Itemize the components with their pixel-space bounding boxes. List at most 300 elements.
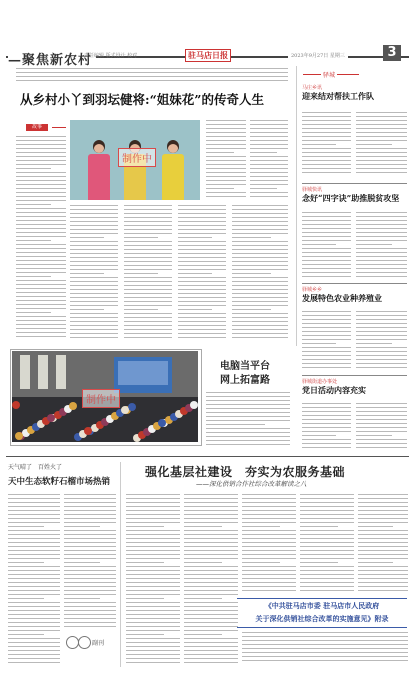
text-line <box>64 566 116 567</box>
text-line <box>356 367 407 368</box>
text-line <box>184 606 238 607</box>
text-line <box>8 494 60 495</box>
sidebar-item <box>302 375 407 396</box>
sidebar-kicker: 驿城街道办事处 <box>302 379 338 385</box>
text-line <box>206 124 246 125</box>
text-line <box>232 301 288 302</box>
text-line <box>184 658 238 659</box>
audience-member <box>15 432 23 440</box>
text-line <box>242 522 296 523</box>
text-line <box>232 229 288 230</box>
text-line <box>242 518 296 519</box>
text-line <box>242 562 280 563</box>
header-sub-info: 责任编辑 版式设计 校对 <box>84 53 138 59</box>
text-line <box>16 76 288 77</box>
text-line <box>356 240 407 241</box>
text-line <box>356 112 407 113</box>
text-line <box>206 172 246 173</box>
text-line <box>126 646 180 647</box>
text-line <box>300 554 354 555</box>
text-line <box>184 558 238 559</box>
text-line <box>356 260 407 261</box>
text-line <box>356 152 407 153</box>
text-line <box>126 494 180 495</box>
text-line <box>300 502 354 503</box>
lower-main-subtitle: ——深化供销合作社综合改革解读之八 <box>196 480 307 488</box>
text-line <box>206 444 290 445</box>
lead-column-4 <box>178 205 226 342</box>
text-line <box>356 244 392 245</box>
text-line <box>206 400 290 401</box>
text-line <box>16 224 66 225</box>
audience-member <box>84 427 92 435</box>
text-line <box>206 408 290 409</box>
text-line <box>184 506 238 507</box>
text-line <box>8 554 60 555</box>
text-line <box>356 339 407 340</box>
text-line <box>184 650 238 651</box>
text-line <box>178 209 226 210</box>
text-line <box>126 522 180 523</box>
text-line <box>242 648 408 649</box>
feature-photo <box>12 351 198 442</box>
text-line <box>70 285 118 286</box>
lower-main-headline: 强化基层社建设 夯实为农服务基础 <box>145 465 346 479</box>
text-line <box>124 309 158 310</box>
text-line <box>16 268 66 269</box>
text-line <box>8 574 60 575</box>
text-line <box>358 566 408 567</box>
text-line <box>206 396 290 397</box>
lower-left-column <box>8 494 60 666</box>
text-line <box>356 124 407 125</box>
text-line <box>16 236 66 237</box>
text-line <box>126 642 180 643</box>
text-line <box>358 590 408 591</box>
sidebar-headline: 发展特色农业种养殖业 <box>302 293 382 303</box>
text-line <box>356 323 407 324</box>
text-line <box>242 636 408 637</box>
text-line <box>206 156 246 157</box>
text-line <box>302 323 351 324</box>
text-line <box>16 184 66 185</box>
text-line <box>232 317 288 318</box>
text-line <box>8 538 60 539</box>
text-line <box>206 180 246 181</box>
page-number: 3 <box>383 45 401 61</box>
text-line <box>250 196 288 197</box>
text-line <box>206 152 234 153</box>
text-line <box>124 269 172 270</box>
text-line <box>302 132 351 133</box>
text-line <box>124 333 172 334</box>
text-line <box>358 526 393 527</box>
text-line <box>126 570 180 571</box>
text-line <box>16 164 66 165</box>
text-line <box>206 428 290 429</box>
text-line <box>302 319 351 320</box>
text-line <box>356 359 407 360</box>
text-line <box>302 260 351 261</box>
text-line <box>358 494 408 495</box>
photo-stamp: 制作中 <box>118 148 156 167</box>
text-line <box>178 269 226 270</box>
text-line <box>124 261 172 262</box>
text-line <box>302 407 351 408</box>
sidebar-rule <box>302 283 407 284</box>
text-line <box>302 447 351 448</box>
text-line <box>302 331 351 332</box>
text-line <box>358 522 408 523</box>
text-line <box>242 632 408 633</box>
text-line <box>302 431 351 432</box>
text-line <box>16 240 51 241</box>
text-line <box>356 272 407 273</box>
sidebar-body <box>302 212 351 280</box>
text-line <box>64 542 116 543</box>
text-line <box>64 606 116 607</box>
text-line <box>232 285 288 286</box>
text-line <box>126 578 180 579</box>
text-line <box>64 518 116 519</box>
text-line <box>358 506 408 507</box>
text-line <box>356 363 407 364</box>
text-line <box>232 325 288 326</box>
text-line <box>356 431 407 432</box>
text-line <box>302 152 351 153</box>
text-line <box>250 148 288 149</box>
text-line <box>124 281 172 282</box>
text-line <box>184 570 238 571</box>
text-line <box>356 407 407 408</box>
text-line <box>358 538 408 539</box>
lower-main-column <box>300 494 354 594</box>
text-line <box>356 343 392 344</box>
text-line <box>300 506 354 507</box>
text-line <box>358 586 408 587</box>
text-line <box>8 626 60 627</box>
text-line <box>356 403 407 404</box>
text-line <box>8 618 60 619</box>
text-line <box>124 217 172 218</box>
text-line <box>64 522 116 523</box>
text-line <box>356 140 407 141</box>
lower-left-headline: 天中生态软籽石榴市场热销 <box>8 477 111 487</box>
text-line <box>126 594 180 595</box>
sidebar-body <box>356 403 407 453</box>
text-line <box>300 574 354 575</box>
text-line <box>64 546 116 547</box>
sidebar-item <box>302 183 407 204</box>
text-line <box>126 574 180 575</box>
lower-main-column <box>126 494 180 666</box>
audience-member <box>12 401 20 409</box>
text-line <box>302 248 351 249</box>
text-line <box>126 614 180 615</box>
text-line <box>206 424 265 425</box>
text-line <box>178 293 226 294</box>
text-line <box>178 297 226 298</box>
text-line <box>70 337 118 338</box>
newspaper-logo: 驻马店日报 <box>185 49 231 62</box>
text-line <box>356 236 407 237</box>
text-line <box>356 443 407 444</box>
text-line <box>232 245 288 246</box>
text-line <box>300 570 354 571</box>
text-line <box>178 285 226 286</box>
text-line <box>206 436 290 437</box>
text-line <box>206 136 246 137</box>
text-line <box>302 136 351 137</box>
sidebar-kicker: 驿城乡乡 <box>302 287 323 293</box>
text-line <box>64 510 116 511</box>
text-line <box>70 273 104 274</box>
text-line <box>124 277 172 278</box>
text-line <box>124 213 172 214</box>
text-line <box>16 136 66 137</box>
text-line <box>8 622 60 623</box>
text-line <box>16 260 66 261</box>
text-line <box>16 172 66 173</box>
text-line <box>124 285 172 286</box>
text-line <box>356 252 407 253</box>
text-line <box>300 558 354 559</box>
text-line <box>8 598 44 599</box>
text-line <box>250 180 288 181</box>
sidebar-body <box>302 112 351 178</box>
text-line <box>302 240 351 241</box>
lead-headline: 从乡村小丫到羽坛健将:“姐妹花”的传奇人生 <box>20 92 264 107</box>
photo-window <box>20 355 30 389</box>
sidebar-headline: 党日活动内容充实 <box>302 385 366 395</box>
text-line <box>16 192 66 193</box>
text-line <box>8 662 60 663</box>
text-line <box>178 329 226 330</box>
text-line <box>206 192 246 193</box>
text-line <box>16 228 66 229</box>
text-line <box>356 327 407 328</box>
text-line <box>8 546 60 547</box>
text-line <box>232 261 288 262</box>
text-line <box>242 498 296 499</box>
text-line <box>184 638 238 639</box>
text-line <box>8 566 60 567</box>
text-line <box>70 301 118 302</box>
text-line <box>184 578 238 579</box>
text-line <box>232 209 288 210</box>
text-line <box>126 542 180 543</box>
text-line <box>302 164 351 165</box>
text-line <box>16 256 66 257</box>
text-line <box>184 598 222 599</box>
text-line <box>302 439 351 440</box>
text-line <box>206 440 290 441</box>
text-line <box>302 232 351 233</box>
text-line <box>8 590 60 591</box>
text-line <box>302 311 351 312</box>
text-line <box>70 233 118 234</box>
text-line <box>70 205 118 206</box>
text-line <box>184 642 238 643</box>
sidebar-item <box>302 84 407 102</box>
text-line <box>70 245 118 246</box>
text-line <box>70 333 118 334</box>
text-line <box>232 249 288 250</box>
text-line <box>356 248 407 249</box>
text-line <box>64 514 116 515</box>
text-line <box>302 116 351 117</box>
text-line <box>206 160 246 161</box>
text-line <box>124 305 172 306</box>
text-line <box>8 530 60 531</box>
text-line <box>300 510 354 511</box>
text-line <box>300 518 354 519</box>
text-line <box>302 252 351 253</box>
text-line <box>356 136 407 137</box>
text-line <box>64 618 116 619</box>
text-line <box>300 514 354 515</box>
text-line <box>232 281 288 282</box>
text-line <box>178 241 226 242</box>
text-line <box>8 610 60 611</box>
text-line <box>302 335 351 336</box>
text-line <box>16 140 66 141</box>
text-line <box>184 622 238 623</box>
text-line <box>126 662 180 663</box>
text-line <box>232 269 288 270</box>
text-line <box>242 542 296 543</box>
text-line <box>126 510 180 511</box>
text-line <box>300 566 354 567</box>
text-line <box>16 216 66 217</box>
text-line <box>356 148 407 149</box>
text-line <box>242 526 280 527</box>
text-line <box>300 522 354 523</box>
sidebar-headline: 迎来结对帮扶工作队 <box>302 91 374 101</box>
text-line <box>124 321 172 322</box>
text-line <box>356 264 407 265</box>
text-line <box>184 634 222 635</box>
text-line <box>356 335 407 336</box>
text-line <box>126 558 180 559</box>
text-line <box>184 654 238 655</box>
text-line <box>356 419 407 420</box>
text-line <box>64 526 100 527</box>
text-line <box>16 324 66 325</box>
text-line <box>16 332 66 333</box>
text-line <box>126 538 180 539</box>
text-line <box>242 494 296 495</box>
text-line <box>126 654 180 655</box>
text-line <box>356 132 407 133</box>
text-line <box>70 217 118 218</box>
audience-member <box>47 414 55 422</box>
text-line <box>232 265 288 266</box>
text-line <box>16 276 51 277</box>
text-line <box>302 156 351 157</box>
text-line <box>302 256 351 257</box>
text-line <box>124 329 172 330</box>
text-line <box>8 642 60 643</box>
sidebar-rule <box>302 183 407 184</box>
text-line <box>206 412 290 413</box>
text-line <box>70 253 118 254</box>
text-line <box>232 253 288 254</box>
text-line <box>206 392 290 393</box>
text-line <box>302 128 351 129</box>
text-line <box>356 411 407 412</box>
text-line <box>124 337 172 338</box>
sidebar-body <box>356 212 407 280</box>
text-line <box>302 264 351 265</box>
text-line <box>178 249 226 250</box>
supplement-label: 副刊 <box>92 640 105 647</box>
text-line <box>302 315 351 316</box>
text-line <box>16 280 66 281</box>
text-line <box>184 630 238 631</box>
text-line <box>356 439 407 440</box>
text-line <box>358 578 408 579</box>
text-line <box>184 498 238 499</box>
audience-member <box>69 402 77 410</box>
text-line <box>126 638 180 639</box>
text-line <box>124 205 172 206</box>
text-line <box>358 510 408 511</box>
text-line <box>70 237 104 238</box>
lead-column-5 <box>206 120 246 200</box>
text-line <box>184 546 238 547</box>
text-line <box>124 265 172 266</box>
lower-left-column <box>64 494 116 630</box>
text-line <box>16 304 66 305</box>
text-line <box>242 550 296 551</box>
text-line <box>184 614 238 615</box>
text-line <box>250 184 288 185</box>
text-line <box>178 245 226 246</box>
text-line <box>300 546 354 547</box>
text-line <box>184 530 238 531</box>
feature-body <box>206 392 290 448</box>
text-line <box>184 538 238 539</box>
text-line <box>242 510 296 511</box>
text-line <box>302 220 351 221</box>
text-line <box>358 534 408 535</box>
lead-column-1 <box>16 136 66 342</box>
text-line <box>302 367 351 368</box>
section-title: —聚焦新农村 <box>8 49 96 68</box>
text-line <box>184 510 238 511</box>
text-line <box>250 160 288 161</box>
text-line <box>184 586 238 587</box>
text-line <box>356 160 407 161</box>
text-line <box>8 630 60 631</box>
text-line <box>126 550 180 551</box>
text-line <box>358 546 408 547</box>
text-line <box>300 534 354 535</box>
text-line <box>124 221 172 222</box>
text-line <box>64 602 116 603</box>
text-line <box>184 550 238 551</box>
text-line <box>64 502 116 503</box>
text-line <box>70 305 118 306</box>
text-line <box>232 309 271 310</box>
text-line <box>302 172 351 173</box>
text-line <box>8 498 60 499</box>
audience-member <box>158 419 166 427</box>
text-line <box>356 168 407 169</box>
text-line <box>70 269 118 270</box>
text-line <box>184 646 238 647</box>
